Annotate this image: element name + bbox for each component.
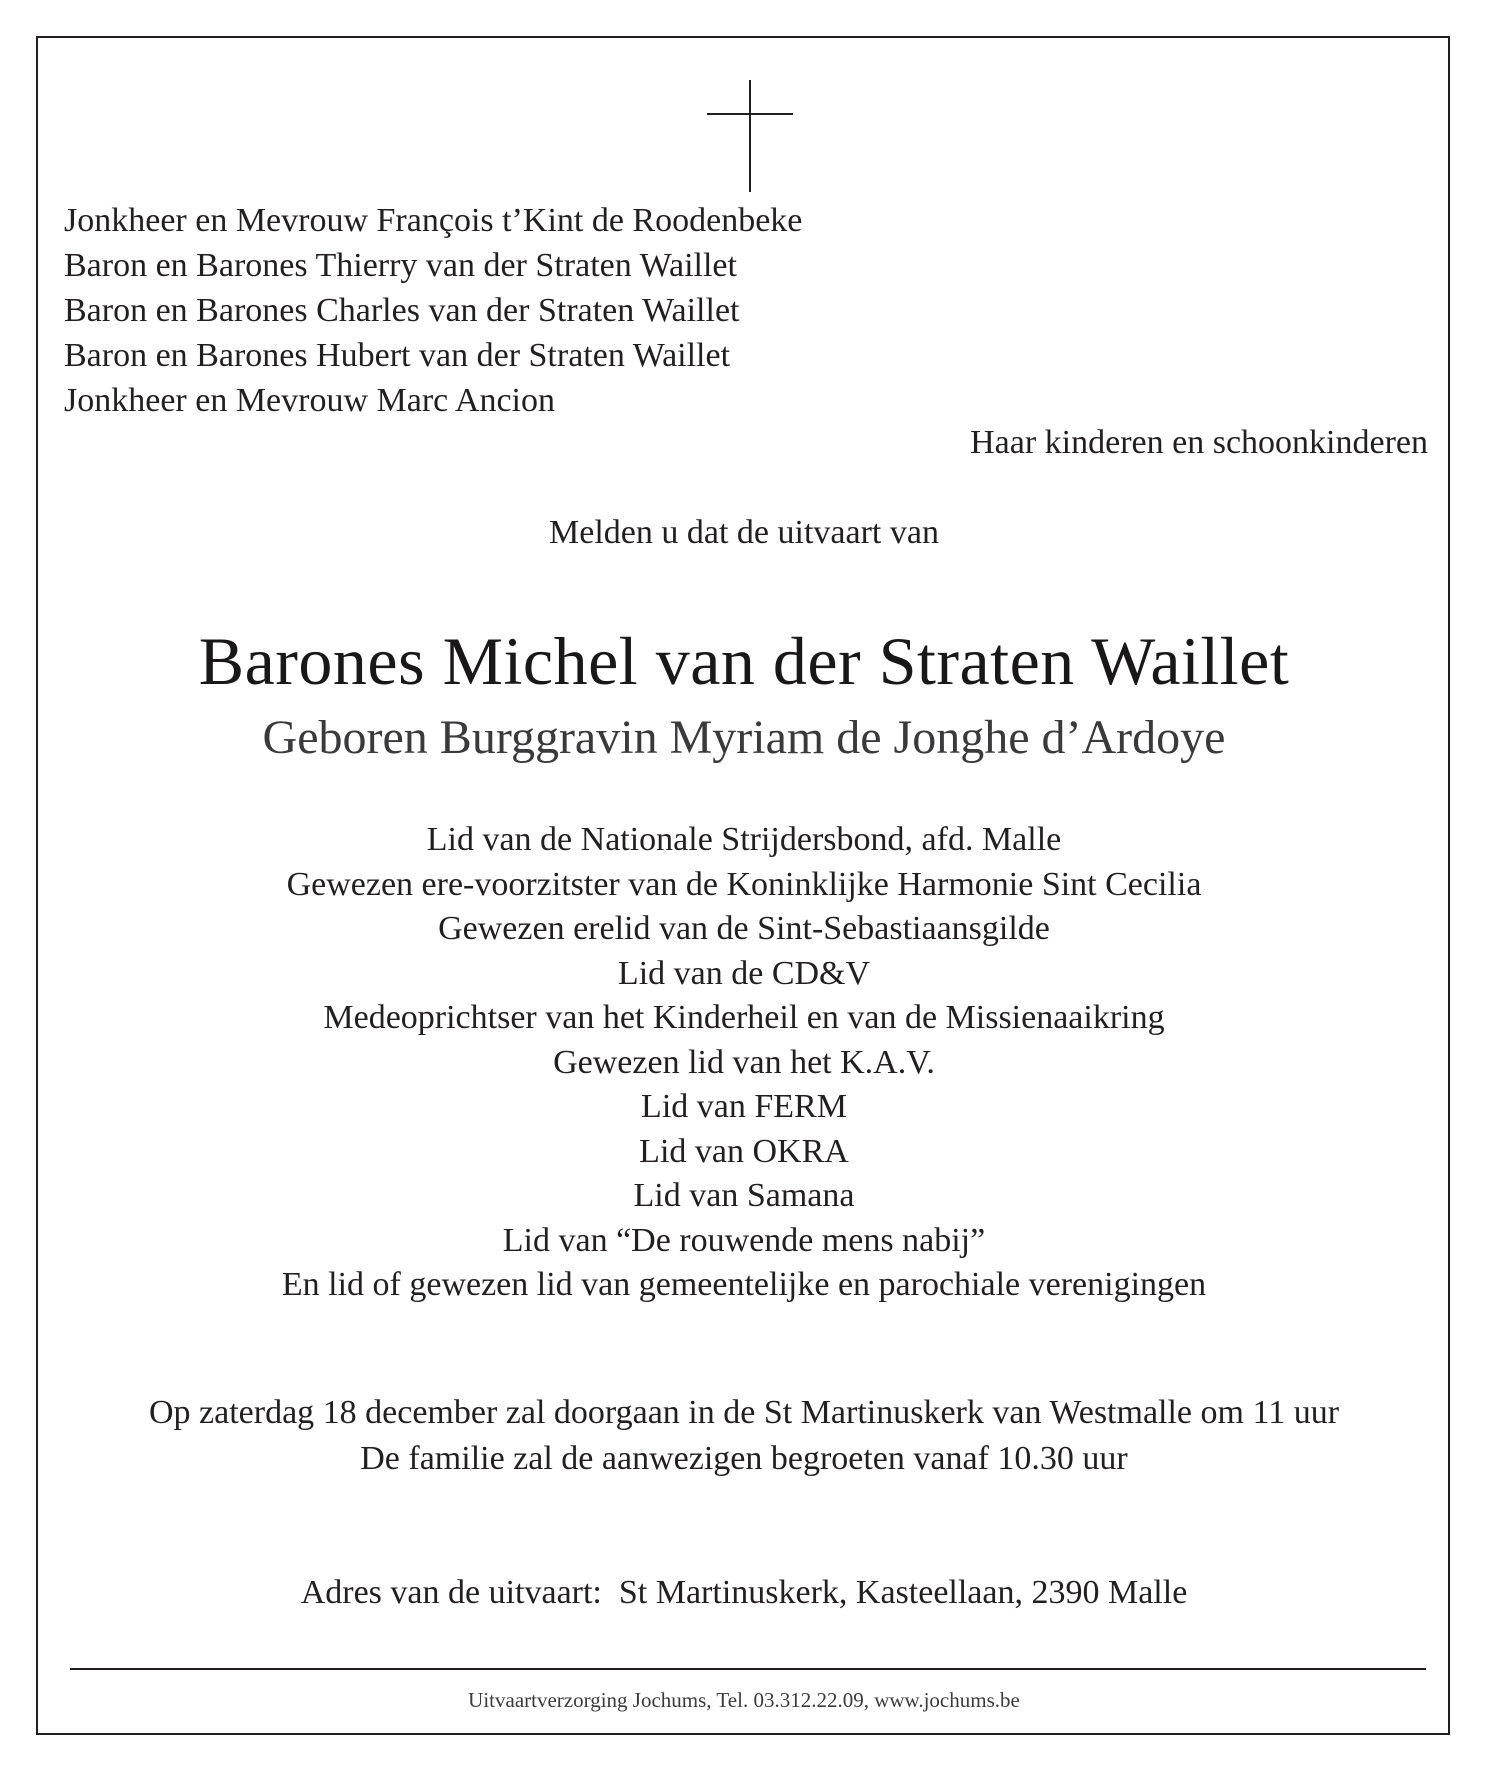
membership-item: Medeoprichtser van het Kinderheil en van de Missienaaikring bbox=[323, 999, 1165, 1036]
ceremony-details: Op zaterdag 18 december zal doorgaan in de St Martinuskerk van Westmalle om 11 uur bbox=[148, 1394, 1340, 1431]
family-member: Jonkheer en Mevrouw Marc Ancion bbox=[64, 382, 555, 419]
deceased-name: Barones Michel van der Straten Waillet bbox=[198, 623, 1290, 699]
condolence-details: De familie zal de aanwezigen begroeten vanaf 10.30 uur bbox=[360, 1440, 1128, 1477]
membership-item: Lid van OKRA bbox=[639, 1132, 849, 1170]
membership-item: Lid van de Nationale Strijdersbond, afd. Malle bbox=[426, 821, 1062, 858]
cross-icon bbox=[707, 80, 793, 192]
membership-item: Gewezen lid van het K.A.V. bbox=[553, 1043, 935, 1081]
membership-item: Lid van de CD&V bbox=[617, 954, 871, 992]
announcement-intro: Melden u dat de uitvaart van bbox=[549, 514, 939, 551]
funeral-director-footer: Uitvaartverzorging Jochums, Tel. 03.312.22.09, www.jochums.be bbox=[468, 1688, 1020, 1712]
family-member: Baron en Barones Hubert van der Straten Waillet bbox=[64, 337, 731, 374]
membership-item: Lid van “De rouwende mens nabij” bbox=[502, 1221, 986, 1259]
family-member: Baron en Barones Charles van der Straten Waillet bbox=[64, 292, 740, 329]
membership-item: En lid of gewezen lid van gemeentelijke en parochiale verenigingen bbox=[281, 1266, 1207, 1303]
family-signature: Haar kinderen en schoonkinderen bbox=[970, 424, 1428, 461]
family-list bbox=[64, 198, 802, 423]
membership-item: Gewezen erelid van de Sint-Sebastiaansgilde bbox=[438, 910, 1050, 947]
membership-item: Lid van FERM bbox=[641, 1088, 847, 1125]
funeral-address: Adres van de uitvaart: St Martinuskerk, Kasteellaan, 2390 Malle bbox=[300, 1574, 1188, 1611]
family-member: Baron en Barones Thierry van der Straten Waillet bbox=[64, 247, 737, 284]
membership-item: Lid van Samana bbox=[633, 1177, 855, 1214]
memberships-list bbox=[0, 818, 1488, 1308]
footer-divider bbox=[70, 1668, 1426, 1670]
family-member: Jonkheer en Mevrouw François t’Kint de Roodenbeke bbox=[64, 202, 803, 239]
deceased-maiden-name: Geboren Burggravin Myriam de Jonghe d’Ardoye bbox=[262, 711, 1226, 764]
membership-item: Gewezen ere-voorzitster van de Koninklijke Harmonie Sint Cecilia bbox=[286, 865, 1202, 903]
